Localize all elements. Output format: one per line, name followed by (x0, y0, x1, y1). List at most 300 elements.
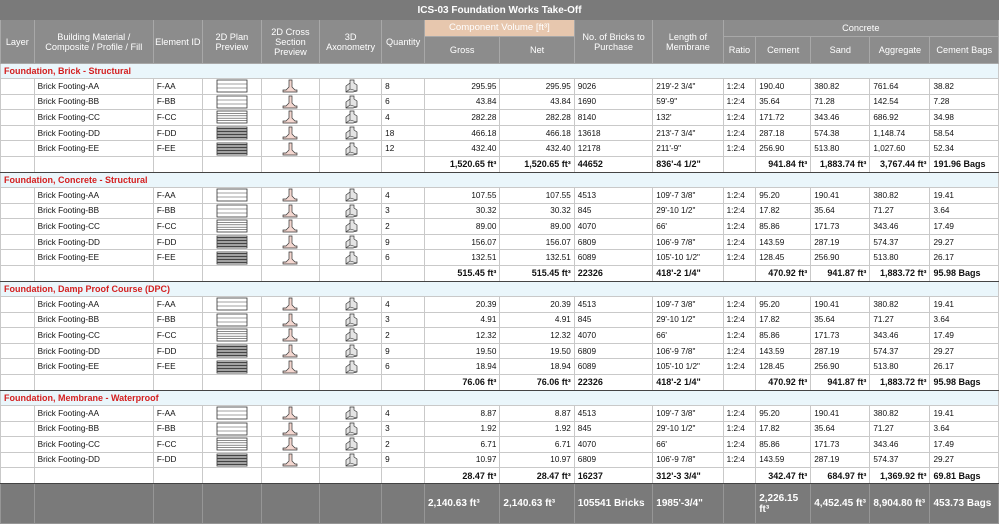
quantity-cell: 6 (382, 94, 425, 110)
quantity-cell: 12 (382, 141, 425, 157)
axo-preview-cell (320, 452, 382, 468)
layer-cell (1, 187, 35, 203)
material-cell: Brick Footing-DD (34, 234, 153, 250)
membrane-cell: 59'-9" (653, 94, 723, 110)
membrane-cell: 66' (653, 219, 723, 235)
gross-cell: 466.18 (424, 125, 499, 141)
table-row[interactable] (1, 421, 999, 437)
net-cell: 20.39 (500, 296, 574, 312)
material-cell: Brick Footing-DD (34, 452, 153, 468)
total-sand: 684.97 ft³ (811, 468, 870, 484)
sand-cell: 287.19 (811, 234, 870, 250)
membrane-cell: 29'-10 1/2" (653, 203, 723, 219)
quantity-cell: 2 (382, 437, 425, 453)
table-row[interactable] (1, 405, 999, 421)
layer-cell (1, 79, 35, 95)
col-header-quantity[interactable]: Quantity (382, 20, 425, 64)
quantity-cell: 9 (382, 452, 425, 468)
aggregate-cell: 761.64 (870, 79, 930, 95)
aggregate-cell: 574.37 (870, 452, 930, 468)
ratio-cell: 1:2:4 (723, 405, 756, 421)
table-row[interactable] (1, 359, 999, 375)
grand-sand: 4,452.45 ft³ (811, 484, 870, 524)
cement-bags-cell: 29.27 (930, 234, 999, 250)
plan-preview-icon (215, 422, 249, 436)
table-row[interactable] (1, 296, 999, 312)
total-net: 76.06 ft³ (500, 374, 574, 390)
section-profile-icon (280, 235, 300, 249)
gross-cell: 8.87 (424, 405, 499, 421)
total-aggregate: 3,767.44 ft³ (870, 156, 930, 172)
element-id-cell: F-BB (153, 421, 202, 437)
col-header-bricks[interactable]: No. of Bricks to Purchase (574, 20, 652, 64)
element-id-cell: F-EE (153, 250, 202, 266)
grand-empty-cell (261, 484, 319, 524)
quantity-cell: 9 (382, 234, 425, 250)
total-gross: 515.45 ft³ (424, 265, 499, 281)
aggregate-cell: 513.80 (870, 250, 930, 266)
cement-cell: 171.72 (756, 110, 811, 126)
net-cell: 12.32 (500, 328, 574, 344)
total-cement: 941.84 ft³ (756, 156, 811, 172)
col-header-plan[interactable]: 2D Plan Preview (202, 20, 261, 64)
total-aggregate: 1,883.72 ft³ (870, 265, 930, 281)
plan-preview-icon (215, 344, 249, 358)
section-total-row (1, 156, 999, 172)
grand-aggregate: 8,904.80 ft³ (870, 484, 930, 524)
section-preview-cell (261, 312, 319, 328)
total-empty-cell (34, 265, 153, 281)
grand-empty-cell (1, 484, 35, 524)
axo-preview-cell (320, 79, 382, 95)
ratio-cell: 1:2:4 (723, 296, 756, 312)
cement-bags-cell: 17.49 (930, 437, 999, 453)
bricks-cell: 13618 (574, 125, 652, 141)
ratio-cell: 1:2:4 (723, 110, 756, 126)
material-cell: Brick Footing-BB (34, 421, 153, 437)
total-gross: 76.06 ft³ (424, 374, 499, 390)
grand-empty-cell (34, 484, 153, 524)
element-id-cell: F-DD (153, 234, 202, 250)
cement-bags-cell: 19.41 (930, 187, 999, 203)
layer-cell (1, 110, 35, 126)
material-cell: Brick Footing-CC (34, 437, 153, 453)
plan-preview-cell (202, 296, 261, 312)
grand-cement-bags: 453.73 Bags (930, 484, 999, 524)
quantity-cell: 8 (382, 79, 425, 95)
total-membrane: 418'-2 1/4" (653, 265, 723, 281)
axo-preview-cell (320, 187, 382, 203)
axo-preview-cell (320, 405, 382, 421)
section-preview-cell (261, 421, 319, 437)
cement-bags-cell: 52.34 (930, 141, 999, 157)
sand-cell: 171.73 (811, 328, 870, 344)
bricks-cell: 4513 (574, 296, 652, 312)
cement-cell: 128.45 (756, 359, 811, 375)
aggregate-cell: 380.82 (870, 405, 930, 421)
sand-cell: 35.64 (811, 312, 870, 328)
total-membrane: 312'-3 3/4" (653, 468, 723, 484)
table-row[interactable] (1, 79, 999, 95)
grand-empty-cell (202, 484, 261, 524)
col-header-section[interactable]: 2D Cross Section Preview (261, 20, 319, 64)
total-gross: 28.47 ft³ (424, 468, 499, 484)
gross-cell: 107.55 (424, 187, 499, 203)
bricks-cell: 6809 (574, 343, 652, 359)
cement-cell: 95.20 (756, 405, 811, 421)
gross-cell: 6.71 (424, 437, 499, 453)
axonometry-icon (341, 251, 361, 265)
aggregate-cell: 513.80 (870, 359, 930, 375)
section-profile-icon (280, 313, 300, 327)
total-bricks: 16237 (574, 468, 652, 484)
material-cell: Brick Footing-BB (34, 312, 153, 328)
membrane-cell: 29'-10 1/2" (653, 421, 723, 437)
ratio-cell: 1:2:4 (723, 79, 756, 95)
axo-preview-cell (320, 219, 382, 235)
bricks-cell: 12178 (574, 141, 652, 157)
axonometry-icon (341, 313, 361, 327)
axo-preview-cell (320, 359, 382, 375)
membrane-cell: 213'-7 3/4" (653, 125, 723, 141)
cement-cell: 85.86 (756, 328, 811, 344)
net-cell: 466.18 (500, 125, 574, 141)
cement-bags-cell: 29.27 (930, 452, 999, 468)
ratio-cell: 1:2:4 (723, 452, 756, 468)
section-header-row[interactable] (1, 281, 999, 296)
plan-preview-icon (215, 437, 249, 451)
plan-preview-icon (215, 406, 249, 420)
membrane-cell: 219'-2 3/4" (653, 79, 723, 95)
net-cell: 132.51 (500, 250, 574, 266)
cement-cell: 143.59 (756, 343, 811, 359)
section-title[interactable]: Foundation, Damp Proof Course (DPC) (1, 281, 999, 296)
section-title[interactable]: Foundation, Brick - Structural (1, 64, 999, 79)
col-header-membrane[interactable]: Length of Membrane (653, 20, 723, 64)
ratio-cell: 1:2:4 (723, 125, 756, 141)
cement-bags-cell: 38.82 (930, 79, 999, 95)
plan-preview-cell (202, 187, 261, 203)
axo-preview-cell (320, 203, 382, 219)
membrane-cell: 109'-7 3/8" (653, 187, 723, 203)
net-cell: 282.28 (500, 110, 574, 126)
cement-cell: 35.64 (756, 94, 811, 110)
section-profile-icon (280, 360, 300, 374)
sand-cell: 190.41 (811, 296, 870, 312)
total-empty-cell (261, 468, 319, 484)
gross-cell: 132.51 (424, 250, 499, 266)
axonometry-icon (341, 406, 361, 420)
total-sand: 1,883.74 ft³ (811, 156, 870, 172)
total-empty-cell (34, 468, 153, 484)
axonometry-icon (341, 79, 361, 93)
plan-preview-icon (215, 188, 249, 202)
plan-preview-icon (215, 110, 249, 124)
total-net: 1,520.65 ft³ (500, 156, 574, 172)
col-header-layer[interactable]: Layer (1, 20, 35, 64)
quantity-cell: 3 (382, 203, 425, 219)
layer-cell (1, 250, 35, 266)
membrane-cell: 106'-9 7/8" (653, 343, 723, 359)
layer-cell (1, 421, 35, 437)
total-empty-cell (153, 156, 202, 172)
section-preview-cell (261, 79, 319, 95)
col-header-element-id[interactable]: Element ID (153, 20, 202, 64)
table-row[interactable] (1, 234, 999, 250)
cement-cell: 95.20 (756, 296, 811, 312)
table-row[interactable] (1, 437, 999, 453)
plan-preview-cell (202, 234, 261, 250)
total-net: 28.47 ft³ (500, 468, 574, 484)
quantity-cell: 6 (382, 359, 425, 375)
cement-bags-cell: 19.41 (930, 296, 999, 312)
axo-preview-cell (320, 296, 382, 312)
total-gross: 1,520.65 ft³ (424, 156, 499, 172)
bricks-cell: 8140 (574, 110, 652, 126)
table-row[interactable] (1, 203, 999, 219)
col-header-material[interactable]: Building Material / Composite / Profile / Fill (34, 20, 153, 64)
table-row[interactable] (1, 312, 999, 328)
section-preview-cell (261, 328, 319, 344)
gross-cell: 18.94 (424, 359, 499, 375)
axo-preview-cell (320, 110, 382, 126)
element-id-cell: F-BB (153, 94, 202, 110)
material-cell: Brick Footing-CC (34, 219, 153, 235)
quantity-cell: 4 (382, 187, 425, 203)
table-row[interactable] (1, 187, 999, 203)
plan-preview-cell (202, 79, 261, 95)
material-cell: Brick Footing-DD (34, 125, 153, 141)
col-header-concrete[interactable]: Concrete (723, 20, 998, 37)
axonometry-icon (341, 95, 361, 109)
section-profile-icon (280, 95, 300, 109)
plan-preview-cell (202, 141, 261, 157)
bricks-cell: 845 (574, 312, 652, 328)
plan-preview-icon (215, 126, 249, 140)
layer-cell (1, 234, 35, 250)
cement-cell: 128.45 (756, 250, 811, 266)
net-cell: 30.32 (500, 203, 574, 219)
element-id-cell: F-EE (153, 359, 202, 375)
bricks-cell: 4513 (574, 405, 652, 421)
col-header-aggregate[interactable]: Aggregate (870, 36, 930, 63)
element-id-cell: F-CC (153, 328, 202, 344)
plan-preview-cell (202, 452, 261, 468)
ratio-cell: 1:2:4 (723, 437, 756, 453)
total-empty-cell (153, 468, 202, 484)
total-empty-cell (1, 374, 35, 390)
gross-cell: 43.84 (424, 94, 499, 110)
aggregate-cell: 71.27 (870, 312, 930, 328)
bricks-cell: 6089 (574, 250, 652, 266)
net-cell: 107.55 (500, 187, 574, 203)
section-header-row[interactable] (1, 172, 999, 187)
layer-cell (1, 359, 35, 375)
axo-preview-cell (320, 437, 382, 453)
membrane-cell: 105'-10 1/2" (653, 359, 723, 375)
material-cell: Brick Footing-EE (34, 141, 153, 157)
bricks-cell: 1690 (574, 94, 652, 110)
gross-cell: 432.40 (424, 141, 499, 157)
axo-preview-cell (320, 421, 382, 437)
plan-preview-icon (215, 95, 249, 109)
table-row[interactable] (1, 452, 999, 468)
quantity-cell: 4 (382, 405, 425, 421)
plan-preview-icon (215, 79, 249, 93)
quantity-cell: 18 (382, 125, 425, 141)
bricks-cell: 6809 (574, 234, 652, 250)
aggregate-cell: 142.54 (870, 94, 930, 110)
layer-cell (1, 296, 35, 312)
sand-cell: 287.19 (811, 343, 870, 359)
cement-cell: 85.86 (756, 437, 811, 453)
table-row[interactable] (1, 125, 999, 141)
total-cement-bags: 95.98 Bags (930, 265, 999, 281)
section-header-row[interactable] (1, 64, 999, 79)
material-cell: Brick Footing-AA (34, 187, 153, 203)
gross-cell: 12.32 (424, 328, 499, 344)
table-row[interactable] (1, 141, 999, 157)
total-empty-cell (153, 374, 202, 390)
element-id-cell: F-AA (153, 296, 202, 312)
table-row[interactable] (1, 219, 999, 235)
ratio-cell: 1:2:4 (723, 94, 756, 110)
aggregate-cell: 380.82 (870, 187, 930, 203)
section-preview-cell (261, 452, 319, 468)
total-empty-cell (34, 156, 153, 172)
element-id-cell: F-EE (153, 141, 202, 157)
table-row[interactable] (1, 343, 999, 359)
plan-preview-cell (202, 219, 261, 235)
net-cell: 156.07 (500, 234, 574, 250)
section-preview-cell (261, 203, 319, 219)
plan-preview-cell (202, 421, 261, 437)
grand-net: 2,140.63 ft³ (500, 484, 574, 524)
gross-cell: 282.28 (424, 110, 499, 126)
section-profile-icon (280, 328, 300, 342)
cement-bags-cell: 3.64 (930, 421, 999, 437)
gross-cell: 156.07 (424, 234, 499, 250)
sand-cell: 287.19 (811, 452, 870, 468)
table-row[interactable] (1, 328, 999, 344)
aggregate-cell: 71.27 (870, 421, 930, 437)
total-empty-cell (320, 374, 382, 390)
col-header-ratio[interactable]: Ratio (723, 36, 756, 63)
plan-preview-icon (215, 453, 249, 467)
section-title[interactable]: Foundation, Concrete - Structural (1, 172, 999, 187)
element-id-cell: F-AA (153, 79, 202, 95)
plan-preview-cell (202, 359, 261, 375)
bricks-cell: 845 (574, 203, 652, 219)
grand-empty-cell (723, 484, 756, 524)
section-total-row (1, 468, 999, 484)
col-header-axo[interactable]: 3D Axonometry (320, 20, 382, 64)
cement-bags-cell: 3.64 (930, 312, 999, 328)
ratio-cell: 1:2:4 (723, 421, 756, 437)
bricks-cell: 845 (574, 421, 652, 437)
section-total-row (1, 374, 999, 390)
section-preview-cell (261, 343, 319, 359)
sand-cell: 171.73 (811, 437, 870, 453)
element-id-cell: F-DD (153, 343, 202, 359)
total-empty-cell (202, 374, 261, 390)
layer-cell (1, 219, 35, 235)
col-header-gross[interactable]: Gross (424, 36, 499, 63)
cement-bags-cell: 34.98 (930, 110, 999, 126)
col-header-cement-bags[interactable]: Cement Bags (930, 36, 999, 63)
total-aggregate: 1,883.72 ft³ (870, 374, 930, 390)
ratio-cell: 1:2:4 (723, 312, 756, 328)
table-row[interactable] (1, 110, 999, 126)
col-header-sand[interactable]: Sand (811, 36, 870, 63)
layer-cell (1, 452, 35, 468)
aggregate-cell: 1,148.74 (870, 125, 930, 141)
element-id-cell: F-BB (153, 312, 202, 328)
plan-preview-cell (202, 94, 261, 110)
material-cell: Brick Footing-AA (34, 296, 153, 312)
ratio-cell: 1:2:4 (723, 141, 756, 157)
cement-cell: 17.82 (756, 203, 811, 219)
ratio-cell: 1:2:4 (723, 203, 756, 219)
col-header-cement[interactable]: Cement (756, 36, 811, 63)
section-profile-icon (280, 297, 300, 311)
cement-bags-cell: 17.49 (930, 328, 999, 344)
plan-preview-icon (215, 313, 249, 327)
membrane-cell: 132' (653, 110, 723, 126)
sand-cell: 256.90 (811, 359, 870, 375)
net-cell: 19.50 (500, 343, 574, 359)
grand-empty-cell (382, 484, 425, 524)
quantity-cell: 4 (382, 296, 425, 312)
table-title: ICS-03 Foundation Works Take-Off (1, 1, 999, 20)
gross-cell: 4.91 (424, 312, 499, 328)
total-empty-cell (34, 374, 153, 390)
ratio-cell: 1:2:4 (723, 219, 756, 235)
axo-preview-cell (320, 141, 382, 157)
section-profile-icon (280, 142, 300, 156)
material-cell: Brick Footing-DD (34, 343, 153, 359)
plan-preview-cell (202, 405, 261, 421)
section-title[interactable]: Foundation, Membrane - Waterproof (1, 390, 999, 405)
total-empty-cell (382, 156, 425, 172)
table-row[interactable] (1, 94, 999, 110)
col-header-net[interactable]: Net (500, 36, 574, 63)
axo-preview-cell (320, 312, 382, 328)
col-header-component-volume[interactable]: Component Volume [ft³] (424, 20, 574, 37)
sand-cell: 171.73 (811, 219, 870, 235)
element-id-cell: F-CC (153, 219, 202, 235)
sand-cell: 380.82 (811, 79, 870, 95)
membrane-cell: 106'-9 7/8" (653, 234, 723, 250)
element-id-cell: F-CC (153, 110, 202, 126)
plan-preview-cell (202, 250, 261, 266)
axo-preview-cell (320, 234, 382, 250)
grand-total-row (1, 484, 999, 524)
plan-preview-icon (215, 328, 249, 342)
net-cell: 295.95 (500, 79, 574, 95)
membrane-cell: 66' (653, 328, 723, 344)
table-row[interactable] (1, 250, 999, 266)
total-empty-cell (320, 156, 382, 172)
total-empty-cell (320, 468, 382, 484)
section-header-row[interactable] (1, 390, 999, 405)
axonometry-icon (341, 204, 361, 218)
ratio-cell: 1:2:4 (723, 359, 756, 375)
gross-cell: 20.39 (424, 296, 499, 312)
axo-preview-cell (320, 328, 382, 344)
total-empty-cell (723, 374, 756, 390)
total-cement-bags: 191.96 Bags (930, 156, 999, 172)
